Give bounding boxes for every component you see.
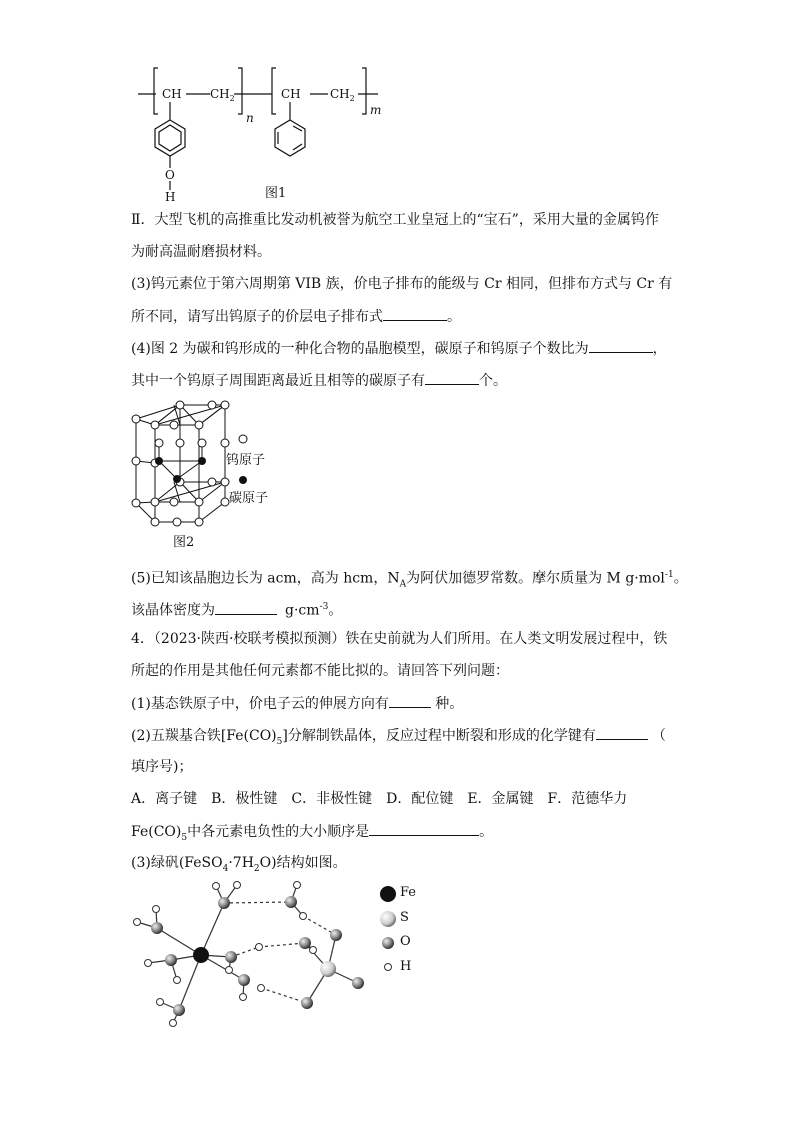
q5-density-blank[interactable] xyxy=(215,600,277,615)
section2-intro-line1: Ⅱ．大型飞机的高推重比发动机被誉为航空工业皇冠上的“宝石”，采用大量的金属钨作 xyxy=(131,212,659,228)
q5-density-unit: g·cm xyxy=(285,602,320,619)
q4-part2-line1 xyxy=(131,725,666,752)
polymer-structure-svg xyxy=(130,62,390,207)
q4-line2-text: 其中一个钨原子周围距离最近且相等的碳原子有 xyxy=(131,373,425,389)
q4-part3-text-a: (3)绿矾(FeSO xyxy=(131,855,223,871)
q5-mol-superscript: -1 xyxy=(664,570,674,580)
q4-part2-blank[interactable] xyxy=(596,725,648,740)
q4-line2-end: 个。 xyxy=(479,373,507,389)
q4-part2-end: （ xyxy=(651,728,666,744)
q4-options: A．离子键 B．极性键 C．非极性键 D．配位键 E．金属键 F．范德华力 xyxy=(131,791,628,807)
ch2-label-1: $CH_2$ xyxy=(210,87,235,103)
hydrogen-label: H xyxy=(165,190,176,204)
q5-avogadro-subscript: A xyxy=(399,579,407,590)
q3-line2-end: 。 xyxy=(447,309,461,325)
q4-part2-line4-text-a: Fe(CO) xyxy=(131,824,182,840)
q4-part3-text-b: ·7H xyxy=(228,855,254,871)
legend-fe: Fe xyxy=(400,885,417,900)
ch2-label-2: $CH_2$ xyxy=(330,87,355,103)
figure-3-legend-markers xyxy=(378,884,398,974)
legend-o: O xyxy=(400,934,411,949)
q4-ratio-blank[interactable] xyxy=(589,338,653,353)
legend-h: H xyxy=(400,959,412,974)
q4-part1-blank[interactable] xyxy=(389,693,431,708)
q5-density-superscript: -3 xyxy=(319,602,329,612)
q5-line1 xyxy=(131,565,688,594)
q4-part2-line2: 填序号)； xyxy=(131,759,193,775)
figure-2-caption: 图2 xyxy=(173,535,195,550)
q5-line1-end: 。 xyxy=(673,570,688,587)
q5-line2 xyxy=(131,597,342,621)
q4-part3-subscript-2: 2 xyxy=(253,863,260,874)
figure-1-caption: 图1 xyxy=(265,186,287,201)
question4-line1: 4．（2023·陕西·校联考模拟预测）铁在史前就为人们所用。在人类文明发展过程中，铁 xyxy=(131,631,668,647)
q4-line1-end: ， xyxy=(652,341,667,357)
q4-part3-text-c: O)结构如图。 xyxy=(259,855,347,871)
q3-answer-blank[interactable] xyxy=(383,306,447,321)
section2-intro-line2: 为耐高温耐磨损材料。 xyxy=(131,244,271,260)
question4-line2: 所起的作用是其他任何元素都不能比拟的。请回答下列问题： xyxy=(131,663,509,679)
oxygen-atoms xyxy=(151,896,364,1016)
q5-line1-text-a: (5)已知该晶胞边长为 acm，高为 hcm，N xyxy=(131,570,400,587)
q3-line2 xyxy=(131,306,461,327)
oxygen-label: O xyxy=(165,168,175,182)
subscript-m: m xyxy=(370,103,382,117)
q4-part2-line4-subscript: 5 xyxy=(181,832,188,843)
q4-line1-text: (4)图 2 为碳和钨形成的一种化合物的晶胞模型，碳原子和钨原子个数比为 xyxy=(131,341,589,357)
ch-label-2: CH xyxy=(281,87,301,101)
sulfur-atom xyxy=(320,961,336,977)
q3-line2-text: 所不同，请写出钨原子的价层电子排布式 xyxy=(131,309,383,325)
q4-count-blank[interactable] xyxy=(425,370,479,385)
q4-line1 xyxy=(131,338,667,359)
q4-part2-subscript: 5 xyxy=(276,736,283,747)
q4-part2-line4-end: 。 xyxy=(479,824,494,840)
q4-part3-subscript-1: 4 xyxy=(222,863,229,874)
legend-tungsten: 钨原子 xyxy=(226,453,266,468)
ch-label-1: CH xyxy=(162,87,182,101)
q4-electronegativity-blank[interactable] xyxy=(369,821,479,836)
q4-part1-text: (1)基态铁原子中，价电子云的伸展方向有 xyxy=(131,696,389,712)
q5-line1-text-b: 为阿伏加德罗常数。摩尔质量为 M g·mol xyxy=(406,570,665,587)
q4-part2-line4-text-b: 中各元素电负性的大小顺序是 xyxy=(187,824,370,840)
legend-s: S xyxy=(400,910,409,925)
q3-line1: (3)钨元素位于第六周期第 VIB 族，价电子排布的能级与 Cr 相同，但排布方式与 Cr 有 xyxy=(131,276,673,292)
q5-line2-end: 。 xyxy=(328,602,343,619)
q4-line2 xyxy=(131,370,507,391)
subscript-n: n xyxy=(246,111,254,125)
q5-line2-text: 该晶体密度为 xyxy=(131,602,215,619)
iron-atom xyxy=(193,947,209,963)
q4-part1 xyxy=(131,693,463,714)
q4-part2-text-b: ]分解制铁晶体，反应过程中断裂和形成的化学键有 xyxy=(282,728,596,744)
q4-part2-text-a: (2)五羰基合铁[Fe(CO) xyxy=(131,728,277,744)
legend-carbon: 碳原子 xyxy=(229,491,269,506)
q4-part2-line4 xyxy=(131,821,493,848)
q4-part1-end: 种。 xyxy=(430,696,464,712)
